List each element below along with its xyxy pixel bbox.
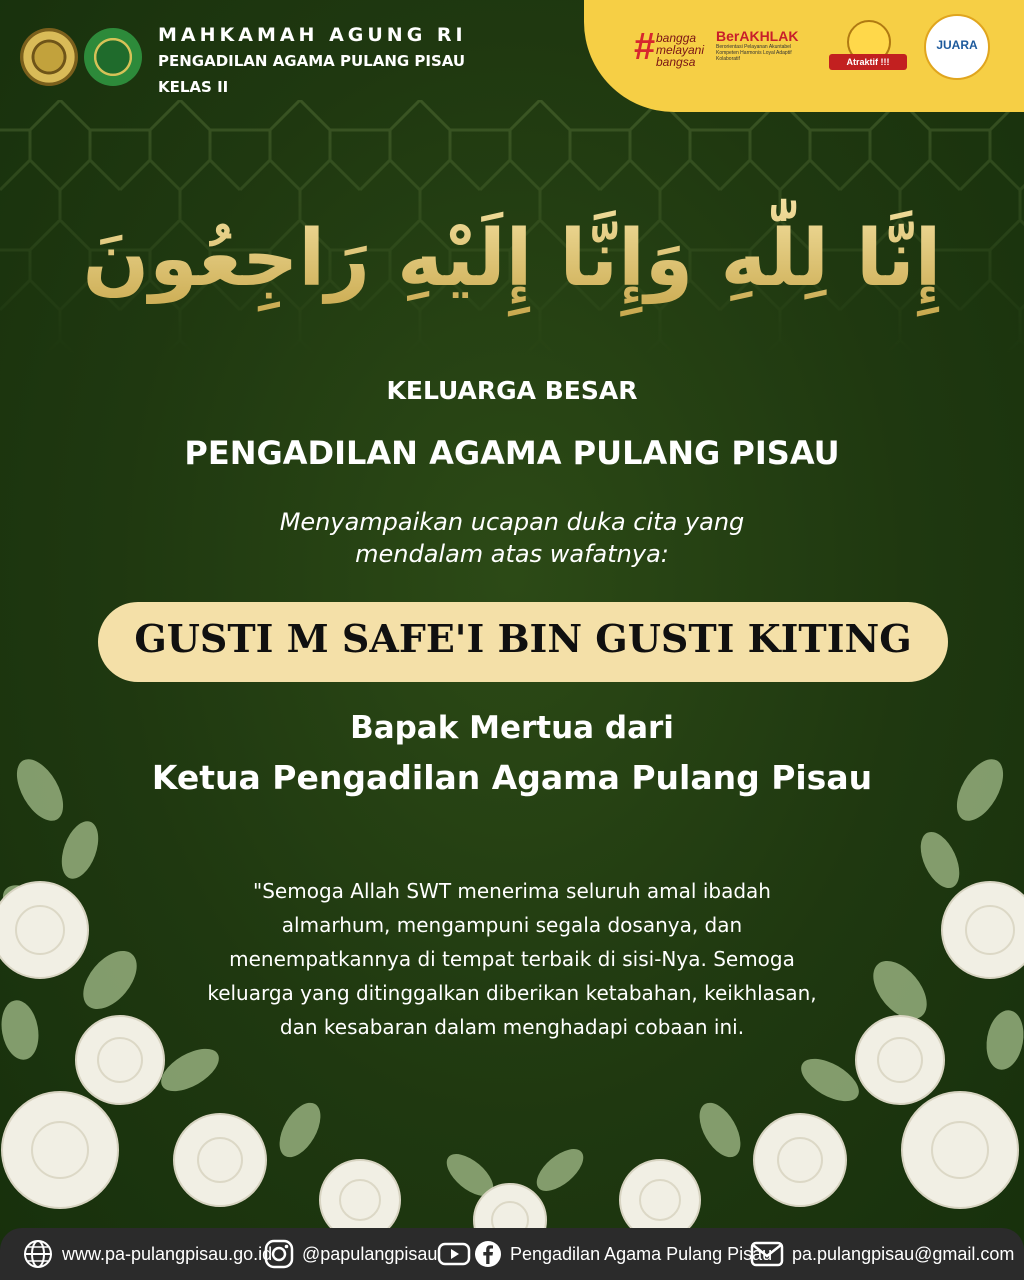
prayer-line: keluarga yang ditinggalkan diberikan ketabahan, keikhlasan, (207, 981, 817, 1005)
badge-bar (584, 0, 1024, 112)
prayer-line: almarhum, mengampuni segala dosanya, dan (281, 913, 743, 937)
arabic-calligraphy (82, 170, 942, 330)
email-link[interactable] (750, 1238, 1014, 1270)
condolence-message (0, 506, 1024, 570)
juara-logo: JUARA (924, 14, 990, 80)
facebook-link[interactable] (438, 1238, 772, 1270)
relation-text: Bapak Mertua dari (350, 710, 674, 746)
prayer-line: menempatkannya di tempat terbaik di sisi-Nya. Semoga (229, 947, 795, 971)
header-institution: MAHKAMAH AGUNG RI (158, 24, 467, 46)
berakhlak-logo: BerAKHLAK Berorientasi Pelayanan Akuntabel Kompeten Harmonis Loyal Adaptif Kolaboratif (716, 28, 799, 62)
instagram-link[interactable] (264, 1238, 437, 1270)
court-heading: PENGADILAN AGAMA PULANG PISAU (184, 434, 840, 472)
atraktif-mascot-logo: Atraktif !!! (829, 20, 907, 80)
mail-icon (750, 1241, 784, 1267)
website-link[interactable] (22, 1238, 272, 1270)
facebook-icon (474, 1240, 502, 1268)
message-line: Menyampaikan ucapan duka cita yang (279, 508, 745, 536)
prayer-line: "Semoga Allah SWT menerima seluruh amal ibadah (253, 879, 771, 903)
prayer-text (160, 874, 864, 1044)
header-court-class: KELAS II (158, 78, 229, 96)
instagram-text: @papulangpisau (302, 1243, 438, 1264)
chief-title: Ketua Pengadilan Agama Pulang Pisau (151, 758, 873, 797)
mahkamah-agung-logo (20, 28, 78, 86)
deceased-name: GUSTI M SAFE'I BIN GUSTI KITING (134, 616, 912, 661)
calligraphy-text: إِنَّا لِلّٰهِ وَإِنَّا إِلَيْهِ رَاجِعُونَ (82, 214, 942, 304)
prayer-line: dan kesabaran dalam menghadapi cobaan ini. (279, 1015, 745, 1039)
youtube-icon (438, 1239, 470, 1269)
email-text: pa.pulangpisau@gmail.com (792, 1243, 1015, 1264)
contact-footer (0, 1228, 1024, 1280)
family-heading: KELUARGA BESAR (386, 376, 638, 405)
deceased-name-banner (98, 602, 948, 682)
facebook-text: Pengadilan Agama Pulang Pisau (510, 1243, 773, 1264)
instagram-icon (264, 1239, 294, 1269)
pengadilan-agama-logo (84, 28, 142, 86)
message-line: mendalam atas wafatnya: (355, 540, 669, 568)
header-court-name: PENGADILAN AGAMA PULANG PISAU (158, 52, 466, 70)
website-text: www.pa-pulangpisau.go.id (62, 1243, 273, 1264)
bangga-melayani-bangsa-logo: # bangga melayani bangsa (634, 26, 705, 69)
globe-icon (22, 1238, 54, 1270)
